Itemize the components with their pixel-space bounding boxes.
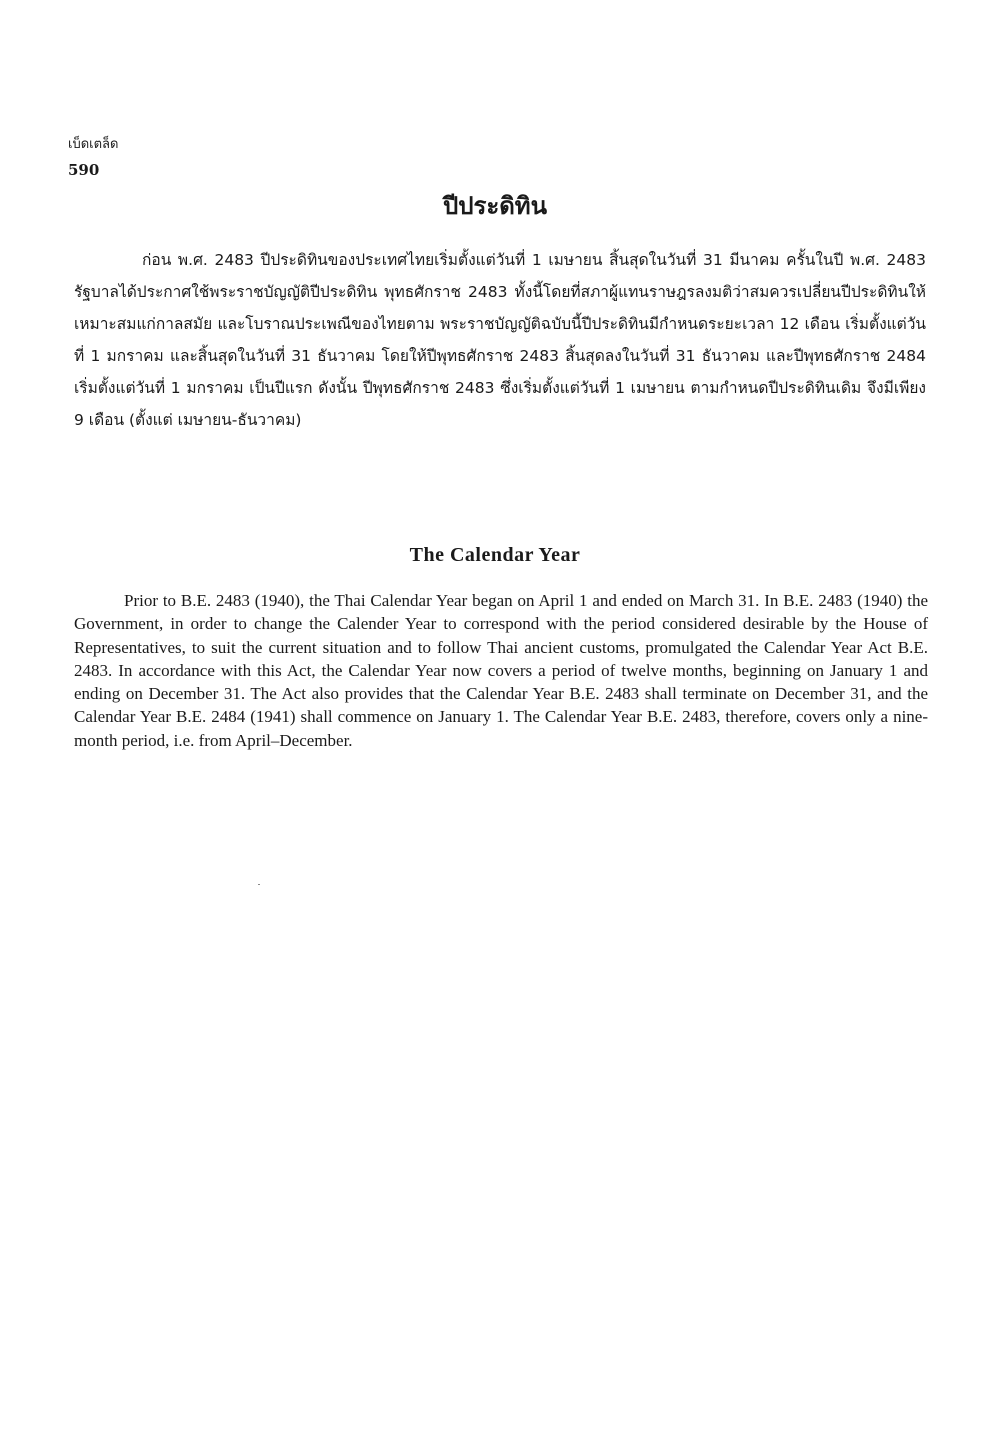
thai-section-body: ก่อน พ.ศ. 2483 ปีประดิทินของประเทศไทยเริ่มตั้งแต่วันที่ 1 เมษายน สิ้นสุดในวันที่ 31 มีนาคม ครั้นในปี พ.ศ. 2483 รัฐบาลได้ประกาศใช้พระราชบัญญัติปีประดิทิน พุทธศักราช 2483 ทั้งนี้โดยที่สภาผู้แทนราษฎรลงมติว่าสมควรเปลี่ยนปีประดิทินให้เหมาะสมแก่กาลสมัย และโบราณประเพณีของไทยตาม พระราชบัญญัติฉบับนี้ปีประดิทินมีกำหนดระยะเวลา 12 เดือน เริ่มตั้งแต่วันที่ 1 มกราคม และสิ้นสุดในวันที่ 31 ธันวาคม โดยให้ปีพุทธศักราช 2483 สิ้นสุดลงในวันที่ 31 ธันวาคม และปีพุทธศักราช 2484 เริ่มตั้งแต่วันที่ 1 มกราคม เป็นปีแรก ดังนั้น ปีพุทธศักราช 2483 ซึ่งเริ่มตั้งแต่วันที่ 1 เมษายน ตามกำหนดปีประดิทินเดิม จึงมีเพียง 9 เดือน (ตั้งแต่ เมษายน-ธันวาคม) xyxy=(74,251,926,429)
page-number: 590 xyxy=(68,161,100,179)
thai-section-title: ปีประดิทิน xyxy=(442,192,548,220)
scan-speck xyxy=(258,884,260,885)
running-head: เบ็ดเตล็ด xyxy=(68,137,119,152)
english-section-body: Prior to B.E. 2483 (1940), the Thai Calendar Year began on April 1 and ended on March 31. In B.E. 2483 (1940) the Government, in order to change the Calender Year to correspond with the period considered desirable by the House of Representatives, to suit the current situation and to follow Thai ancient customs, promulgated the Calendar Year Act B.E. 2483. In accordance with this Act, the Calendar Year now covers a period of twelve months, beginning on January 1 and ending on December 31. The Act also provides that the Calendar Year B.E. 2483 shall terminate on December 31, and the Calendar Year B.E. 2484 (1941) shall commence on January 1. The Calendar Year B.E. 2483, therefore, covers only a nine-month period, i.e. from April–December. xyxy=(74,591,928,750)
english-section-title: The Calendar Year xyxy=(409,544,581,566)
